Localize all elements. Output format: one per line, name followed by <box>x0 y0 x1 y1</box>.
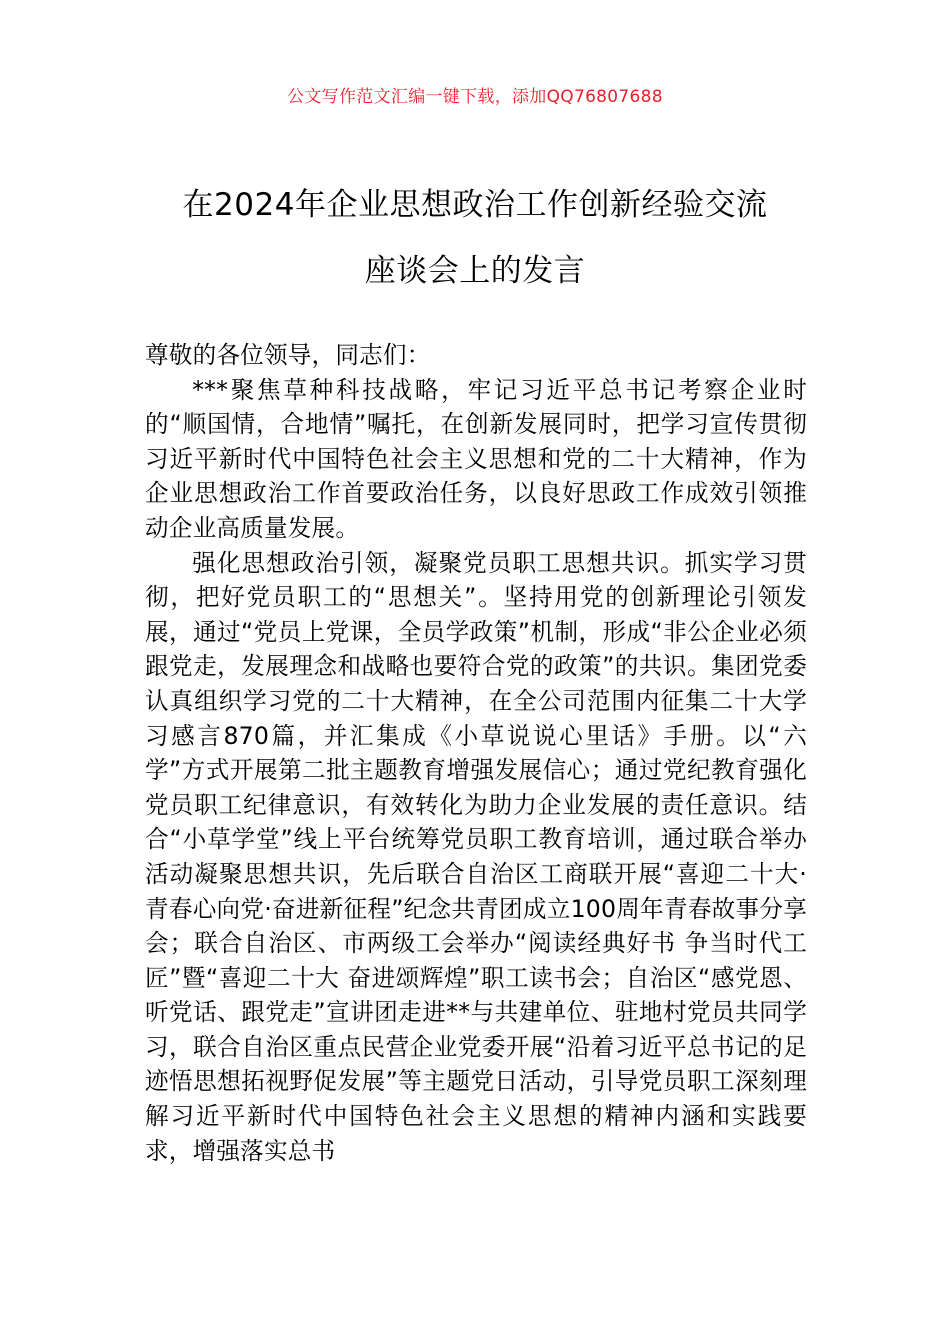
salutation: 尊敬的各位领导，同志们： <box>145 341 431 369</box>
document-title <box>120 172 830 304</box>
title-line-2: 座谈会上的发言 <box>364 253 586 289</box>
body-paragraph-1: ***聚焦草种科技战略，牢记习近平总书记考察企业时的“顺国情，合地情”嘱托，在创新发展同时，把学习宣传贯彻习近平新时代中国特色社会主义思想和党的二十大精神，作为企业思想政治工作首要政治任务，以良好思政工作成效引领推动企业高质量发展。 <box>145 375 807 542</box>
document-body <box>145 338 807 1168</box>
title-line-1: 在2024年企业思想政治工作创新经验交流 <box>182 187 768 223</box>
body-paragraph-2: 强化思想政治引领，凝聚党员职工思想共识。抓实学习贯彻，把好党员职工的“思想关”。坚持用党的创新理论引领发展，通过“党员上党课，全员学政策”机制，形成“非公企业必须跟党走，发展理念和战略也要符合党的政策”的共识。集团党委认真组织学习党的二十大精神，在全公司范围内征集二十大学习感言870篇，并汇集成《小草说说心里话》手册。以“六学”方式开展第二批主题教育增强发展信心；通过党纪教育强化党员职工纪律意识，有效转化为助力企业发展的责任意识。结合“小草学堂”线上平台统筹党员职工教育培训，通过联合举办活动凝聚思想共识，先后联合自治区工商联开展“喜迎二十大·青春心向党·奋进新征程”纪念共青团成立100周年青春故事分享会；联合自治区、市两级工会举办“阅读经典好书 争当时代工匠”暨“喜迎二十大 奋进颂辉煌”职工读书会；自治区“感党恩、听党话、跟党走”宣讲团走进**与共建单位、驻地村党员共同学习，联合自治区重点民营企业党委开展“沿着习近平总书记的足迹悟思想拓视野促发展”等主题党日活动，引导党员职工深刻理解习近平新时代中国特色社会主义思想的精神内涵和实践要求，增强落实总书 <box>145 548 807 1165</box>
header-download-note: 公文写作范文汇编一键下载，添加QQ76807688 <box>287 87 663 107</box>
